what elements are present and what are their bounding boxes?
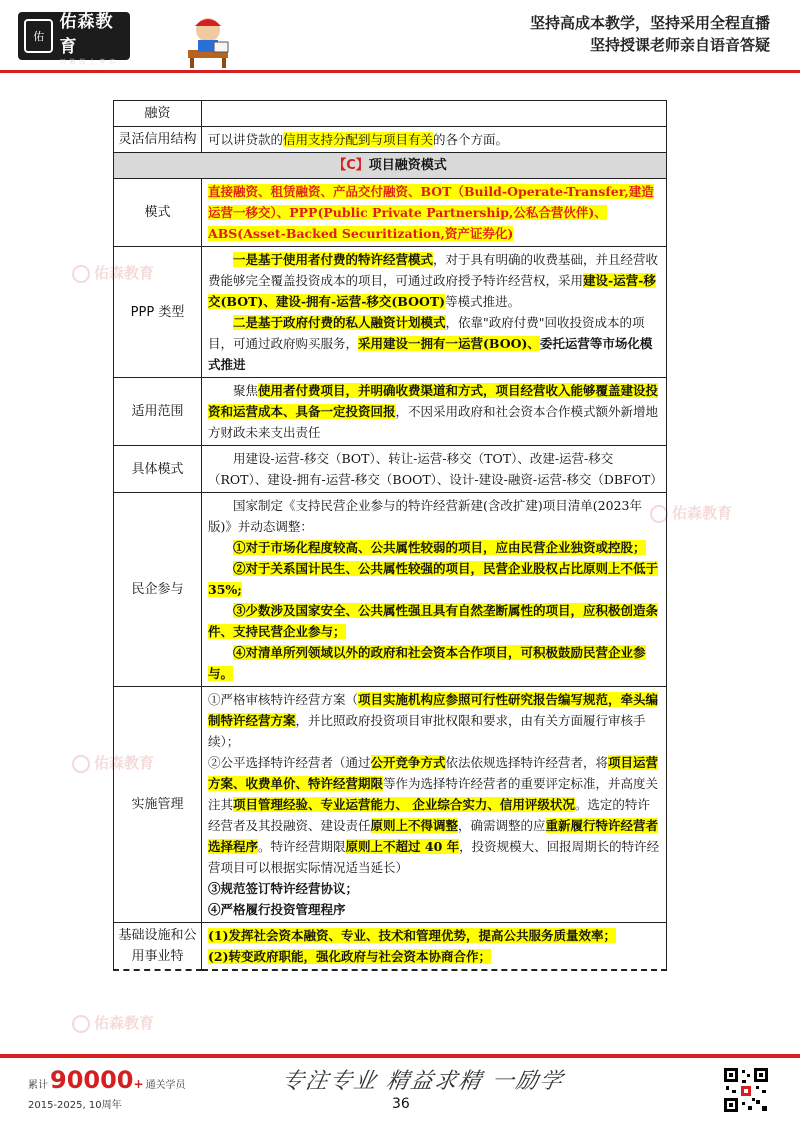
brand-slogan: 只 做 线 上 考 培 <box>59 58 117 66</box>
row-label-ppp-type: PPP 类型 <box>114 247 202 378</box>
qr-code-icon <box>722 1066 770 1114</box>
row-label-mode: 模式 <box>114 179 202 247</box>
list-item: ④对清单所列领域以外的政府和社会资本合作项目，可积极鼓励民营企业参与。 <box>208 645 646 681</box>
footer-stats <box>28 1066 186 1111</box>
row-content-mode: 直接融资、租赁融资、产品交付融资、BOT（Build-Operate-Transfer,建造运营一移交）、PPP(Public Private Partnership,公私合营伙伴)、ABS(Asset-Backed Securitization,资产证券化) <box>202 179 667 247</box>
watermark: 佑森教育 <box>72 752 154 773</box>
table-row <box>114 101 667 127</box>
row-content-private-participation: 国家制定《支持民营企业参与的特许经营新建(含改扩建)项目清单(2023年版)》并动态调整： ①对于市场化程度较高、公共属性较弱的项目，应由民营企业独资或控股； ②对于关系国计民生、公共属性较强的项目，民营企业股权占比原则上不低于35%; ③少数涉及国家安全、公共属性强且具有自然垄断属性的项目，应积极创造条件、支持民营企业参与； ④对清单所列领域以外的政府和社会资本合作项目，可积极鼓励民营企业参与。 <box>202 493 667 687</box>
table-row <box>114 179 667 247</box>
table-row <box>114 687 667 923</box>
logo-seal-icon: 佑 <box>24 19 53 53</box>
row-content-financing <box>202 101 667 127</box>
table-row <box>114 923 667 971</box>
footer-divider <box>0 1054 800 1058</box>
row-label-scope: 适用范围 <box>114 378 202 446</box>
row-content-specific-mode: 用建设-运营-移交（BOT）、转让-运营-移交（TOT）、改建-运营-移交（ROT）、建设-拥有-运营-移交（BOOT）、设计-建设-融资-运营-移交（DBFOT） <box>202 446 667 493</box>
header-tagline-2: 坚持授课老师亲自语音答疑 <box>589 36 770 54</box>
page-number: 36 <box>392 1096 410 1112</box>
watermark: 佑森教育 <box>650 502 732 523</box>
row-content-flexible-credit: 可以讲贷款的信用支持分配到与项目有关的各个方面。 <box>202 127 667 153</box>
section-title: 【C】项目融资模式 <box>114 153 667 179</box>
row-label-financing: 融资 <box>114 101 202 127</box>
list-item: ①对于市场化程度较高、公共属性较弱的项目，应由民营企业独资或控股； <box>233 540 646 555</box>
brand-name: 佑森教育 <box>59 11 114 57</box>
stat-number: 90000 <box>50 1066 134 1094</box>
table-row <box>114 493 667 687</box>
stat-years: 2015-2025, 10周年 <box>28 1100 122 1111</box>
row-label-flexible-credit: 灵活信用结构 <box>114 127 202 153</box>
handwritten-signature: 专注专业 精益求精 一励学 <box>279 1069 566 1094</box>
row-content-implementation: ①严格审核特许经营方案（项目实施机构应参照可行性研究报告编写规范，牵头编制特许经营方案，并比照政府投资项目审批权限和要求，由有关方面履行审核手续）； ②公平选择特许经营者（通过公开竞争方式依法依规选择特许经营者，将项目运营方案、收费单价、特许经营期限等作为选择特许经营者的重要评定标准，并高度关注其项目管理经验、专业运营能力、 企业综合实力、信用评级状况。选定的特许经营者及其投融资、建设责任原则上不得调整，确需调整的应重新履行特许经营者选择程序。特许经营期限原则上不超过 40 年，投资规模大、回报周期长的特许经营项目可以根据实际情况适当延长） ③规范签订特许经营协议； ④严格履行投资管理程序 <box>202 687 667 923</box>
header-taglines <box>530 12 770 56</box>
section-tag: 【C】 <box>333 158 369 173</box>
row-content-ppp-type: 一是基于使用者付费的特许经营模式，对于具有明确的收费基础，并且经营收费能够完全覆盖投资成本的项目，可通过政府授予特许经营权，采用建设-运营-移交(BOT)、建设-拥有-运营-移交(BOOT)等模式推进。 二是基于政府付费的私人融资计划模式，依靠"政府付费"回收投资成本的项目，可通过政府购买服务，采用建设一拥有一运营(BOO)、委托运营等市场化模式推进 <box>202 247 667 378</box>
brand-logo <box>18 11 130 66</box>
header-divider <box>0 70 800 73</box>
row-label-specific-mode: 具体模式 <box>114 446 202 493</box>
mascot-icon <box>178 12 238 68</box>
stat-suffix: 通关学员 <box>145 1080 186 1091</box>
list-item: ③少数涉及国家安全、公共属性强且具有自然垄断属性的项目，应积极创造条件、支持民营企业参与； <box>208 603 659 639</box>
row-content-scope: 聚焦使用者付费项目，并明确收费渠道和方式，项目经营收入能够覆盖建设投资和运营成本、具备一定投资回报，不因采用政府和社会资本合作模式额外新增地方财政未来支出责任 <box>202 378 667 446</box>
watermark: 佑森教育 <box>72 262 154 283</box>
row-label-implementation: 实施管理 <box>114 687 202 923</box>
table-row <box>114 127 667 153</box>
list-item: ②对于关系国计民生、公共属性较强的项目，民营企业股权占比原则上不低于35%; <box>208 561 659 597</box>
section-header <box>114 153 667 179</box>
row-content-infrastructure: (1)发挥社会资本融资、专业、技术和管理优势，提高公共服务质量效率； (2)转变政府职能，强化政府与社会资本协商合作； <box>202 923 667 971</box>
table-row <box>114 446 667 493</box>
row-label-infrastructure: 基础设施和公用事业特 <box>114 923 202 971</box>
stat-plus: + <box>133 1077 144 1091</box>
table-row <box>114 378 667 446</box>
header-tagline-1: 坚持高成本教学，坚持采用全程直播 <box>529 14 770 32</box>
table-row <box>114 247 667 378</box>
watermark: 佑森教育 <box>72 1012 154 1033</box>
stat-prefix: 累计 <box>28 1080 48 1091</box>
row-label-private-participation: 民企参与 <box>114 493 202 687</box>
financing-table <box>113 100 667 971</box>
page-header <box>0 0 800 78</box>
